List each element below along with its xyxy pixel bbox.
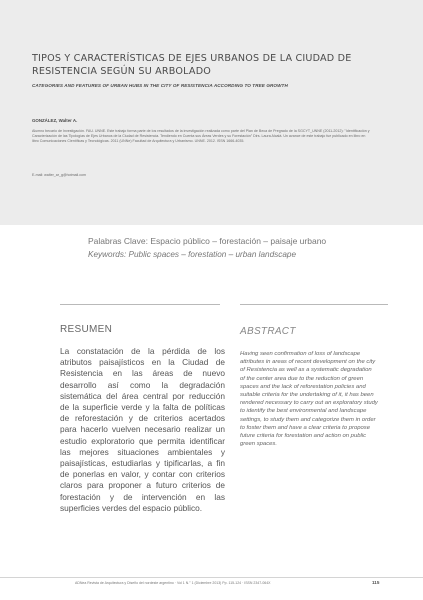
author-email: E-mail: walter_ar_g@hotmail.com <box>32 173 86 177</box>
abstract-body: Having seen confirmation of loss of landscape attributes in areas of recent development on the city of Resistencia as well as a systematic degradation of the center area due to the reduction of green spaces and the lack of reforestation policies and suitable criteria for the undertaking of it, it has been rendered necessary to carry out an exploratory study to identify the best environmental and landscape settings, to study them and categorize them in order to foster them and have a clear criteria to propose future criteria for forestation and action on public green spaces. <box>240 351 378 448</box>
resumen-body: La constatación de la pérdida de los atributos paisajísticos en la Ciudad de Resistencia en las áreas de nuevo desarrollo así como la degradación sistemática del área central por reducción de la superficie verde y la falta de políticas de reforestación y de criterios acertados para hacerlo vuelven necesario realizar un estudio exploratorio que permita identificar las mejores situaciones ambientales y paisajísticas, estudiarlas y tipificarlas, a fin de ponerlas en valor, y contar con criterios claros para proponer a futuro criterios de forestación y de intervención en las superficies verdes del espacio público. <box>60 346 225 513</box>
footer-rule <box>0 577 423 578</box>
footer-journal-citation: ADNea Revista de Arquitectura y Diseño del nordeste argentino · Vol 1 N.° 1 (Diciembre 2013) Pp. 115-124 · ISSN 2347-064X <box>75 581 271 585</box>
resumen-heading: RESUMEN <box>60 324 113 335</box>
author-name: GONZÁLEZ, Walter A. <box>32 118 78 123</box>
abstract-divider <box>240 304 388 305</box>
article-title: TIPOS Y CARACTERÍSTICAS DE EJES URBANOS DE LA CIUDAD DE RESISTENCIA SEGÚN SU ARBOLADO <box>32 53 352 77</box>
page-number: 115 <box>372 580 380 585</box>
keywords-english: Keywords: Public spaces – forestation – urban landscape <box>88 250 296 259</box>
author-affiliation: Alumno becario de Investigación. FAU. UNNE. Este trabajo forma parte de los resultados de la investigación realizada como parte del Plan de Beca de Pregrado de la SGCYT_UNNE (2011-2012): "Identificación y Caracterización de las Tipologías de Ejes Urbanos de la Ciudad de Resistencia. Tendiendo en Cuenta sus Áreas Verdes y su Forestación" Dirs. Laura Alcalá. Un avance de este trabajo fue publicado en libro en libro Comunicaciones Científicas y Tecnológicas. 2011 (UNNe) Facultad de Arquitectura y Urbanismo. UNNE. 2012. ISSN 1666-4035. <box>32 129 370 143</box>
abstract-heading: ABSTRACT <box>240 326 296 337</box>
keywords-spanish: Palabras Clave: Espacio público – forestación – paisaje urbano <box>88 236 327 246</box>
header-band <box>0 0 423 225</box>
resumen-divider <box>60 304 220 305</box>
article-subtitle: CATEGORIES AND FEATURES OF URBAN HUBS IN THE CITY OF RESISTENCIA ACCORDING TO TREE GROWTH <box>32 83 288 88</box>
